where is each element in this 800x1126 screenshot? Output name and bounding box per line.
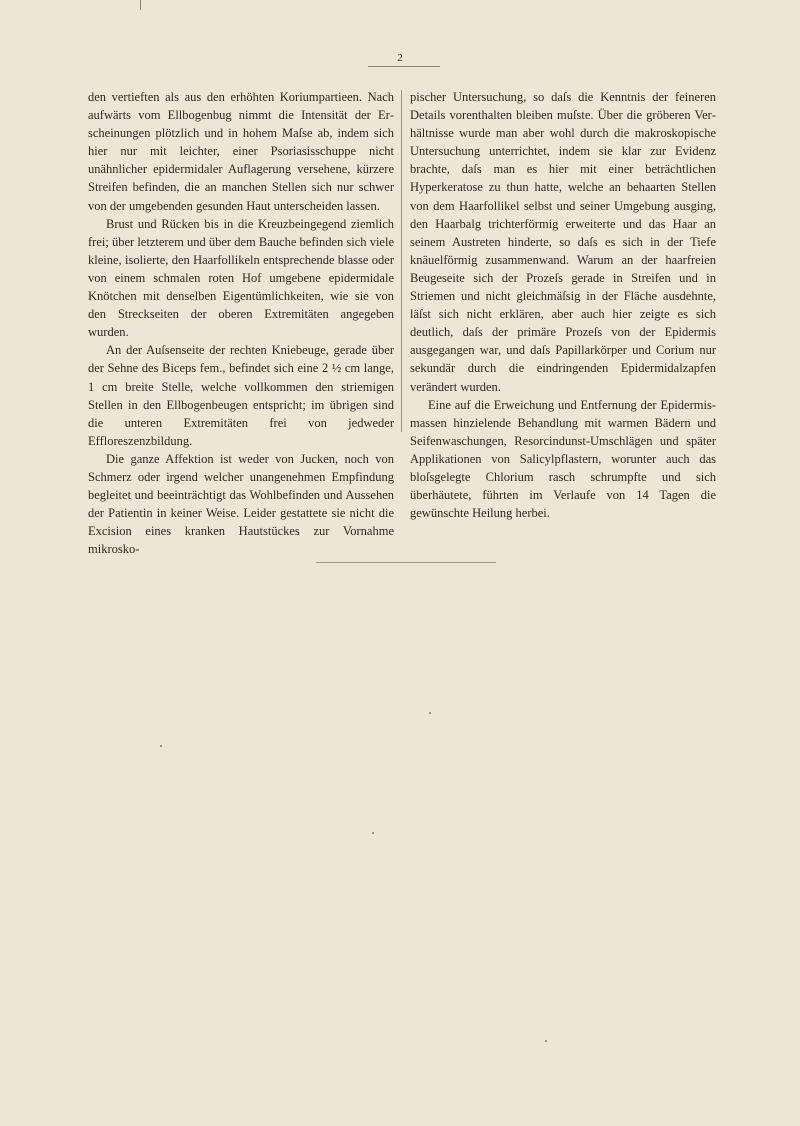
paper-speck xyxy=(429,712,431,714)
header-rule xyxy=(368,66,440,67)
left-paragraph-1: den vertieften als aus den erhöhten Koriumpartieen. Nach aufwärts vom Ellbogenbug nimmt die Intensität der Erscheinungen plötzlich und in hohem Maſse ab, indem sich hier nur mit leichter, einer Psoriasisschuppe nicht unähnlicher epidermidaler Auflagerung versehene, kürzere Streifen befinden, die an manchen Stellen sich nur schwer von der umgebenden gesunden Haut unterscheiden lassen. xyxy=(88,90,394,213)
left-paragraph-4: Die ganze Affektion ist weder von Jucken, noch von Schmerz oder irgend welcher unangenehmen Empfindung begleitet und beeinträchtigt das Wohlbefinden und Aussehen der Patientin in keiner Weise. Leider gestattete sie nicht die Excision eines kranken Hautstückes zur Vornahme mikrosko- xyxy=(88,451,394,557)
right-paragraph-1: pischer Untersuchung, so daſs die Kenntnis der feineren Details vorenthalten bleiben muſste. Über die gröberen Verhältnisse wurde man aber wohl durch die makroskopische Untersuchung unterrichtet, indem sie klar zur Evidenz brachte, daſs man es hier mit einer beträchtlichen Hyperkeratose zu thun hatte, welche an behaarten Stellen von dem Haarfollikel selbst und seiner Umgebung ausging, den Haarbalg trichterförmig erweiterte und das Haar an seinem Austreten hinderte, so daſs es sich in der Tiefe knäuelförmig zusammenwand. Warum an der haarfreien Beugeseite sich der Prozeſs gerade in Streifen und in Striemen und nicht gleichmäſsig in der Fläche ausdehnte, läſst sich nicht erklären, aber auch hier zeigte es sich deutlich, daſs der primäre Prozeſs von der Epidermis ausgegangen war, und daſs Papillarkörper und Corium nur sekundär durch die eindringenden Epidermidalzapfen verändert wurden. xyxy=(410,90,716,394)
right-paragraph-2: Eine auf die Erweichung und Entfernung der Epidermismassen hinzielende Behandlung mit warmen Bädern und Seifenwaschungen, Resorcindunst-Umschlägen und später Applikationen von Salicylpflastern, worunter auch das bloſsgelegte Chlorium rasch schrumpfte und sich überhäutete, führten im Verlaufe von 14 Tagen die gewünschte Heilung herbei. xyxy=(410,397,716,521)
left-paragraph-3: An der Auſsenseite der rechten Kniebeuge, gerade über der Sehne des Biceps fem., befindet sich eine 2 ½ cm lange, 1 cm breite Stelle, welche vollkommen den striemigen Stellen in den Ellbogenbeugen entspricht; im übrigen sind die unteren Extremitäten frei von jedweder Effloreszenzbildung. xyxy=(88,343,394,448)
column-divider xyxy=(401,90,402,432)
left-paragraph-2: Brust und Rücken bis in die Kreuzbeingegend ziemlich frei; über letzterem und über dem Bauche befinden sich viele kleine, isolierte, den Haarfollikeln entsprechende blasse oder von einem schmalen roten Hof umgebene epidermidale Knötchen mit denselben Eigentümlichkeiten, wie sie von den Streckseiten der oberen Extremitäten angegeben wurden. xyxy=(88,216,394,340)
right-column xyxy=(410,88,716,522)
end-rule xyxy=(316,562,496,563)
paper-speck xyxy=(372,832,374,834)
paper-speck xyxy=(160,745,162,747)
page-edge-mark xyxy=(140,0,141,10)
page-number: 2 xyxy=(397,52,403,64)
left-column xyxy=(88,88,394,558)
paper-speck xyxy=(545,1040,547,1042)
